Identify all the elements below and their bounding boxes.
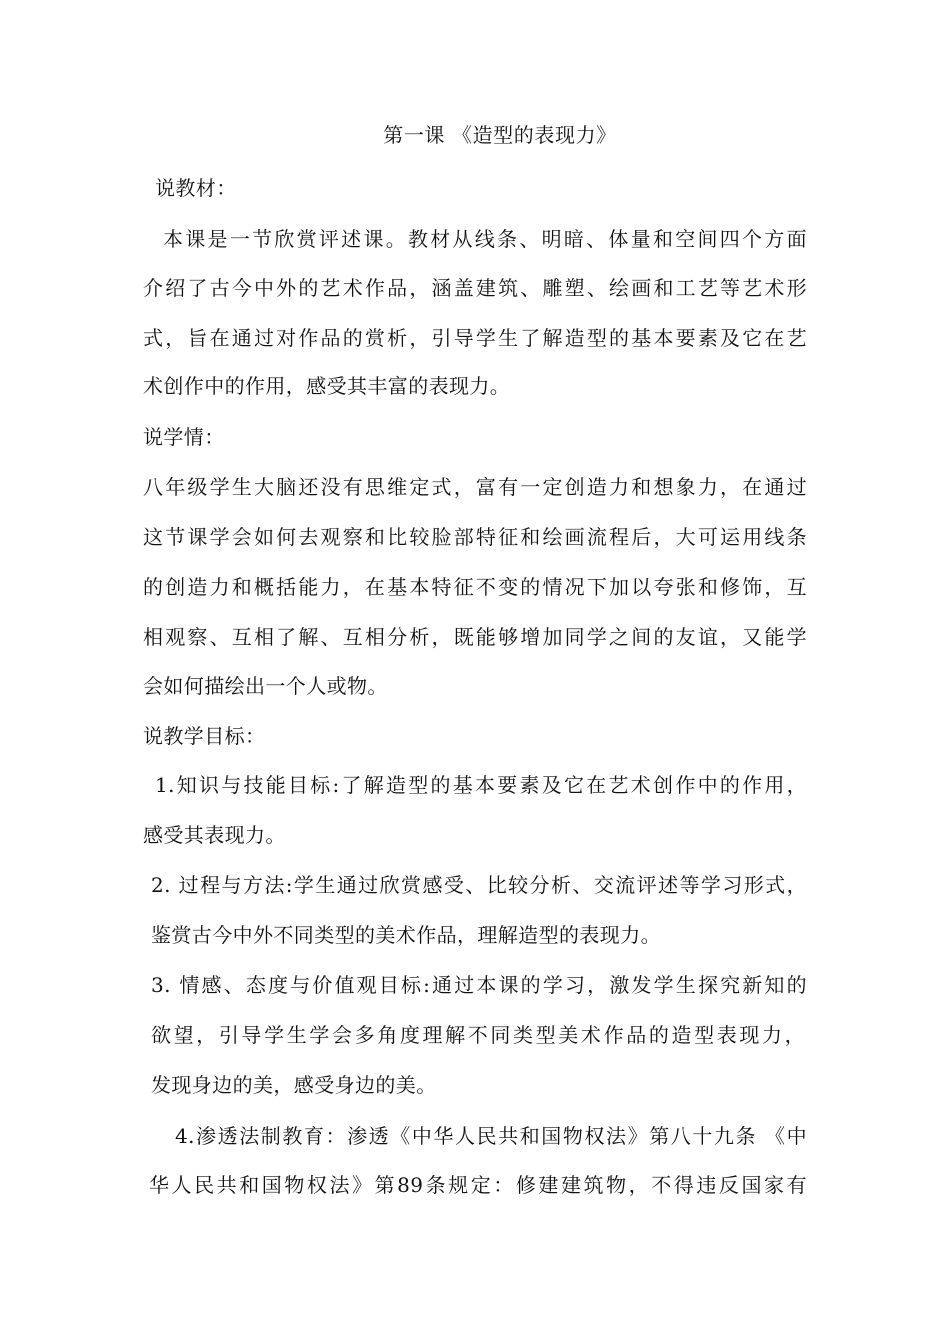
goal-item-line: 感受其表现力。 <box>143 823 286 847</box>
paragraph-line: 本课是一节欣赏评述课。教材从线条、明暗、体量和空间四个方面 <box>163 227 807 251</box>
goal-item-line: 欲望，引导学生学会多角度理解不同类型美术作品的造型表现力， <box>151 1023 805 1047</box>
paragraph-line: 会如何描绘出一个人或物。 <box>143 674 388 698</box>
paragraph-line: 式，旨在通过对作品的赏析，引导学生了解造型的基本要素及它在艺 <box>143 326 807 350</box>
goal-item-line: 鉴赏古今中外不同类型的美术作品，理解造型的表现力。 <box>151 923 661 947</box>
goal-item-line: 4.渗透法制教育：渗透《中华人民共和国物权法》第八十九条 《中 <box>175 1124 807 1148</box>
goal-item-line: 发现身边的美，感受身边的美。 <box>151 1073 437 1097</box>
goal-item-line: 华人民共和国物权法》第89条规定：修建建筑物，不得违反国家有 <box>149 1173 807 1197</box>
paragraph-line: 相观察、互相了解、互相分析，既能够增加同学之间的友谊，又能学 <box>143 625 807 649</box>
paragraph-line: 的创造力和概括能力，在基本特征不变的情况下加以夸张和修饰，互 <box>143 575 807 599</box>
section-heading-students: 说学情： <box>143 425 225 449</box>
goal-item-line: 2. 过程与方法:学生通过欣赏感受、比较分析、交流评述等学习形式， <box>151 873 807 897</box>
goal-item-line: 1.知识与技能目标:了解造型的基本要素及它在艺术创作中的作用， <box>155 773 807 797</box>
page-title: 第一课 《造型的表现力》 <box>383 123 617 147</box>
paragraph-line: 这节课学会如何去观察和比较脸部特征和绘画流程后，大可运用线条 <box>143 525 807 549</box>
paragraph-line: 介绍了古今中外的艺术作品，涵盖建筑、雕塑、绘画和工艺等艺术形 <box>143 276 807 300</box>
section-heading-materials: 说教材： <box>155 176 237 200</box>
section-heading-goals: 说教学目标： <box>143 724 266 748</box>
paragraph-line: 术创作中的作用，感受其丰富的表现力。 <box>143 374 511 398</box>
goal-item-line: 3. 情感、态度与价值观目标:通过本课的学习，激发学生探究新知的 <box>151 973 807 997</box>
paragraph-line: 八年级学生大脑还没有思维定式，富有一定创造力和想象力，在通过 <box>143 475 807 499</box>
